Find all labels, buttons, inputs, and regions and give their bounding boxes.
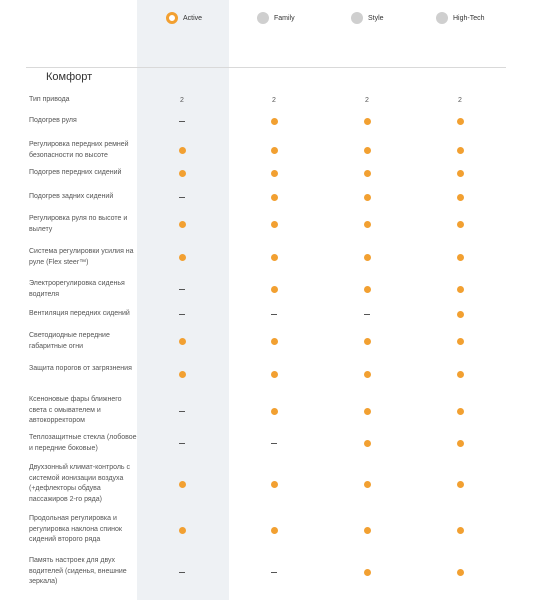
included-dot-icon xyxy=(264,145,284,155)
feature-value: 2 xyxy=(458,96,462,104)
included-dot-icon xyxy=(450,438,470,448)
trim-option-style[interactable] xyxy=(351,12,384,24)
not-included-dash-icon xyxy=(172,116,192,126)
feature-label: Двухзонный климат-контроль с системой ионизации воздуха (+дефлекторы обдува пассажиров 2-го ряда) xyxy=(29,464,131,503)
included-dot-icon xyxy=(357,284,377,294)
included-dot-icon xyxy=(450,309,470,319)
included-dot-icon xyxy=(357,438,377,448)
feature-label: Защита порогов от загрязнения xyxy=(29,365,132,372)
feature-label: Регулировка руля по высоте и вылету xyxy=(29,215,128,233)
radio-icon[interactable] xyxy=(351,12,363,24)
included-dot-icon xyxy=(450,567,470,577)
not-included-dash-icon xyxy=(357,309,377,319)
active-column-highlight xyxy=(137,0,229,600)
not-included-dash-icon xyxy=(172,406,192,416)
included-dot-icon xyxy=(264,525,284,535)
included-dot-icon xyxy=(264,116,284,126)
included-dot-icon xyxy=(264,192,284,202)
included-dot-icon xyxy=(450,145,470,155)
included-dot-icon xyxy=(172,525,192,535)
trim-option-family[interactable] xyxy=(257,12,295,24)
included-dot-icon xyxy=(357,336,377,346)
feature-label: Подогрев руля xyxy=(29,117,77,124)
included-dot-icon xyxy=(357,369,377,379)
included-dot-icon xyxy=(357,479,377,489)
radio-icon[interactable] xyxy=(436,12,448,24)
feature-value: 2 xyxy=(272,96,276,104)
included-dot-icon xyxy=(450,336,470,346)
not-included-dash-icon xyxy=(172,192,192,202)
trim-option-high-tech[interactable] xyxy=(436,12,485,24)
included-dot-icon xyxy=(264,369,284,379)
feature-label: Тип привода xyxy=(29,96,70,103)
feature-label: Подогрев задних сидений xyxy=(29,193,114,200)
trim-selector xyxy=(0,0,536,40)
included-dot-icon xyxy=(450,284,470,294)
included-dot-icon xyxy=(172,369,192,379)
feature-label: Память настроек для двух водителей (сиденья, внешние зеркала) xyxy=(29,557,127,585)
included-dot-icon xyxy=(450,525,470,535)
included-dot-icon xyxy=(172,252,192,262)
included-dot-icon xyxy=(357,525,377,535)
included-dot-icon xyxy=(357,252,377,262)
radio-icon[interactable] xyxy=(257,12,269,24)
included-dot-icon xyxy=(172,145,192,155)
included-dot-icon xyxy=(450,369,470,379)
feature-label: Регулировка передних ремней безопасности по высоте xyxy=(29,141,129,159)
trim-label: Family xyxy=(274,14,295,22)
feature-label: Электрорегулировка сиденья водителя xyxy=(29,280,125,298)
feature-value: 2 xyxy=(365,96,369,104)
feature-label: Ксеноновые фары ближнего света с омывателем и автокорректором xyxy=(29,396,122,424)
not-included-dash-icon xyxy=(172,438,192,448)
included-dot-icon xyxy=(450,192,470,202)
not-included-dash-icon xyxy=(172,567,192,577)
feature-label: Продольная регулировка и регулировка наклона спинок сидений второго ряда xyxy=(29,515,122,543)
included-dot-icon xyxy=(172,336,192,346)
not-included-dash-icon xyxy=(264,567,284,577)
section-title: Комфорт xyxy=(46,71,93,83)
radio-icon[interactable] xyxy=(166,12,178,24)
included-dot-icon xyxy=(264,252,284,262)
included-dot-icon xyxy=(450,406,470,416)
feature-label: Система регулировки усилия на руле (Flex steer™) xyxy=(29,248,134,266)
included-dot-icon xyxy=(357,116,377,126)
feature-label: Подогрев передних сидений xyxy=(29,169,122,176)
feature-value: 2 xyxy=(180,96,184,104)
not-included-dash-icon xyxy=(172,309,192,319)
included-dot-icon xyxy=(450,252,470,262)
included-dot-icon xyxy=(264,284,284,294)
included-dot-icon xyxy=(450,479,470,489)
feature-label: Теплозащитные стекла (лобовое и передние боковые) xyxy=(29,434,137,452)
included-dot-icon xyxy=(172,219,192,229)
included-dot-icon xyxy=(264,336,284,346)
included-dot-icon xyxy=(264,406,284,416)
included-dot-icon xyxy=(264,479,284,489)
included-dot-icon xyxy=(450,116,470,126)
included-dot-icon xyxy=(357,145,377,155)
included-dot-icon xyxy=(357,219,377,229)
included-dot-icon xyxy=(450,219,470,229)
included-dot-icon xyxy=(172,479,192,489)
not-included-dash-icon xyxy=(264,438,284,448)
trim-label: Style xyxy=(368,14,384,22)
trim-label: High-Tech xyxy=(453,14,485,22)
included-dot-icon xyxy=(357,192,377,202)
not-included-dash-icon xyxy=(172,284,192,294)
feature-label: Светодиодные передние габаритные огни xyxy=(29,332,110,350)
included-dot-icon xyxy=(357,567,377,577)
feature-label: Вентиляция передних сидений xyxy=(29,310,130,317)
included-dot-icon xyxy=(450,168,470,178)
section-divider xyxy=(26,67,506,68)
included-dot-icon xyxy=(357,168,377,178)
included-dot-icon xyxy=(264,168,284,178)
trim-label: Active xyxy=(183,14,203,22)
not-included-dash-icon xyxy=(264,309,284,319)
included-dot-icon xyxy=(172,168,192,178)
trim-option-active[interactable] xyxy=(166,12,202,24)
included-dot-icon xyxy=(264,219,284,229)
included-dot-icon xyxy=(357,406,377,416)
